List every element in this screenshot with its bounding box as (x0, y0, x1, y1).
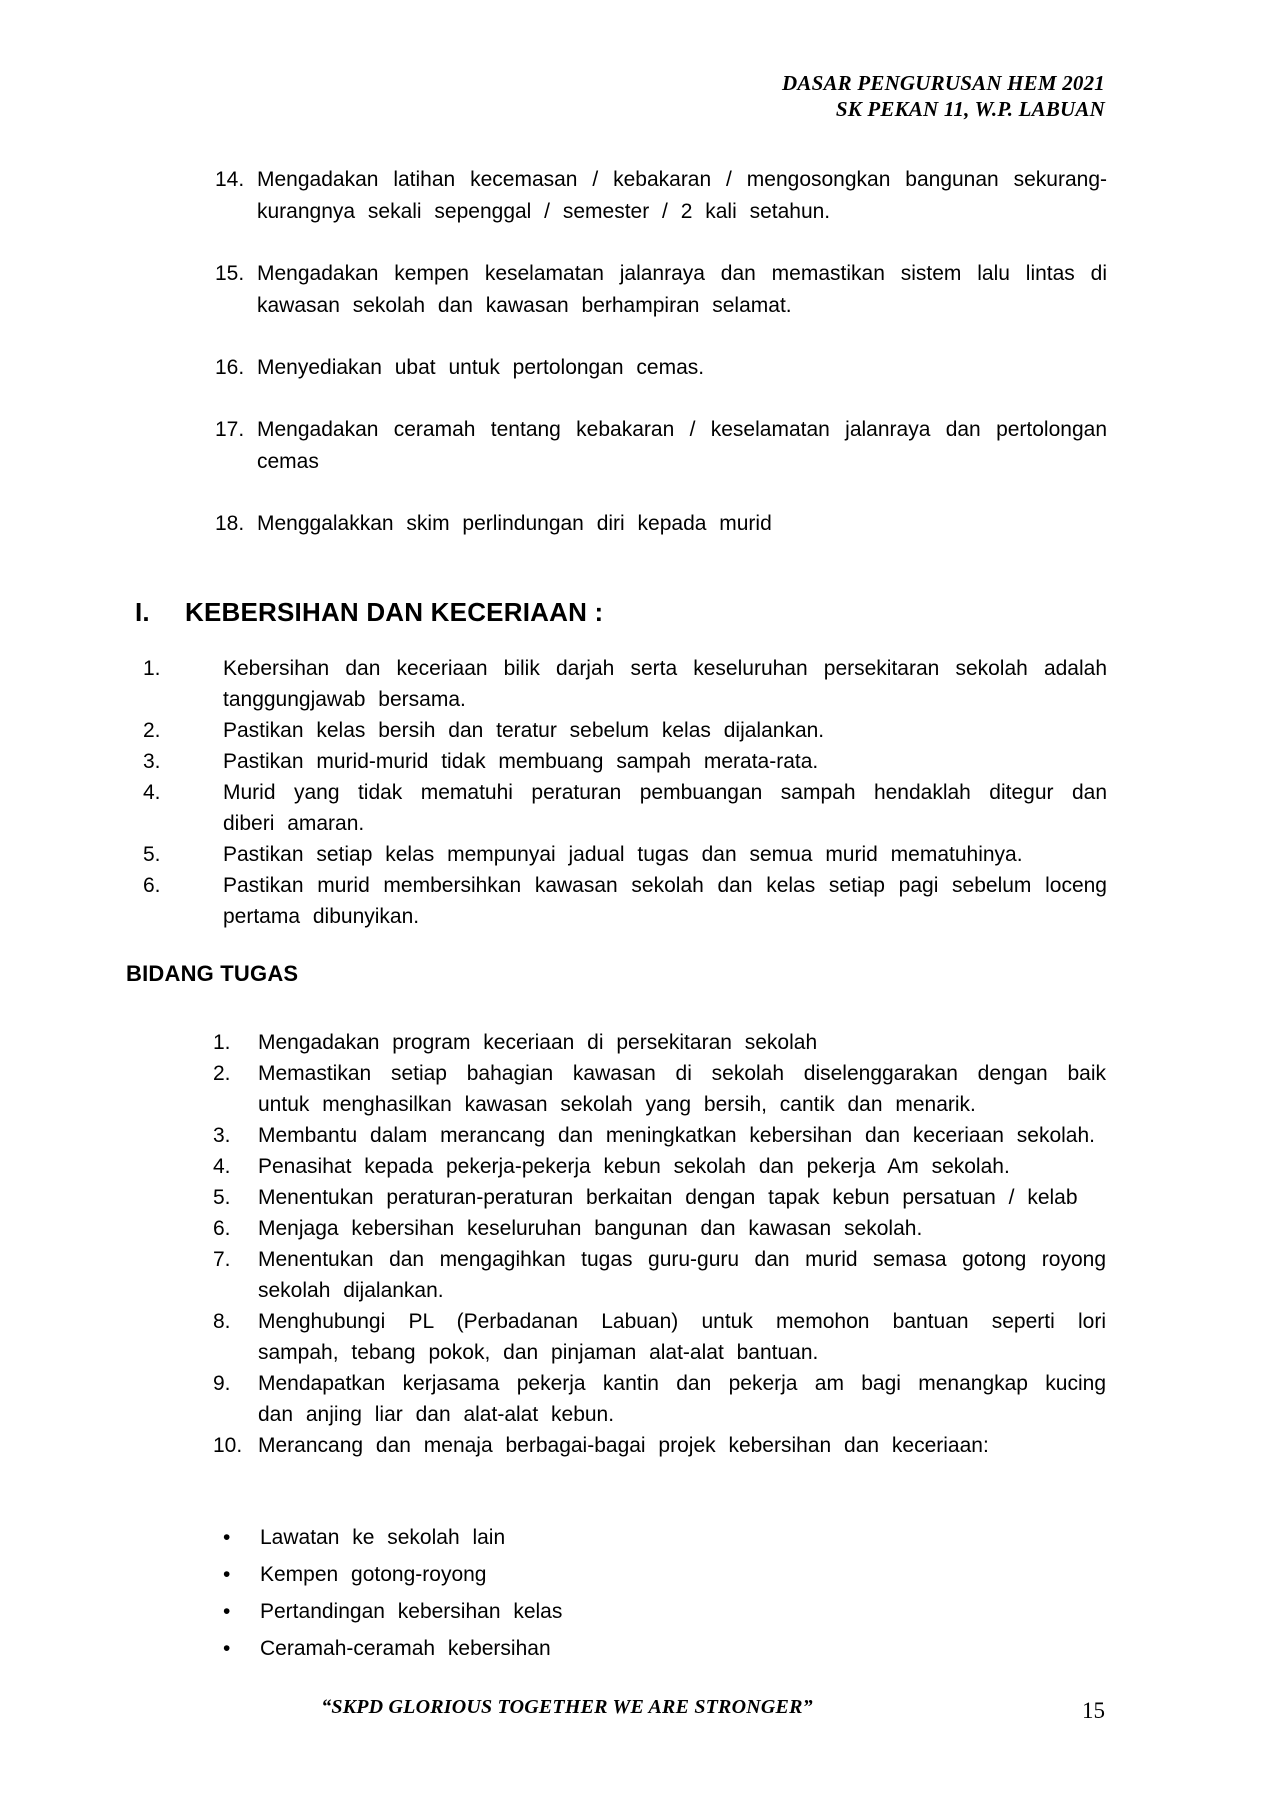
doc-header-line2: SK PEKAN 11, W.P. LABUAN (835, 97, 1105, 121)
doc-header (300, 70, 1105, 122)
footer-motto: “SKPD GLORIOUS TOGETHER WE ARE STRONGER” (321, 1696, 813, 1718)
list-item-number: 18. (215, 512, 245, 535)
list-item-number: 17. (215, 418, 245, 441)
list-item-number: 4. (213, 1155, 231, 1178)
bullet-icon: • (223, 1526, 231, 1549)
section-numeral: I. (135, 597, 150, 627)
list-item-number: 3. (143, 750, 161, 773)
list-item-text: Lawatan ke sekolah lain (260, 1526, 506, 1549)
list-item-text: Pastikan setiap kelas mempunyai jadual tugas dan semua murid mematuhinya. (223, 843, 1023, 866)
duties-list (213, 1027, 1108, 1461)
projects-bullet-list (223, 1522, 1108, 1670)
list-item-number: 1. (213, 1031, 231, 1054)
list-item-text: Membantu dalam merancang dan meningkatkan kebersihan dan keceriaan sekolah. (258, 1124, 1095, 1147)
list-item-text: Pertandingan kebersihan kelas (260, 1600, 563, 1623)
list-item-text: Pastikan kelas bersih dan teratur sebelum kelas dijalankan. (223, 719, 825, 742)
duties-heading: BIDANG TUGAS (126, 961, 299, 986)
list-item-text: Menentukan dan mengagihkan tugas guru-guru dan murid semasa gotong royong sekolah dijalankan. (258, 1248, 1106, 1302)
list-item (223, 1522, 1108, 1553)
list-item-number: 7. (213, 1248, 231, 1271)
list-item-text: Mengadakan kempen keselamatan jalanraya dan memastikan sistem lalu lintas di kawasan sekolah dan kawasan berhampiran selamat. (257, 262, 1107, 317)
list-item-text: Kempen gotong-royong (260, 1563, 487, 1586)
list-item-number: 4. (143, 781, 161, 804)
section-heading (135, 596, 603, 628)
list-item (215, 164, 1110, 228)
list-item-text: Mendapatkan kerjasama pekerja kantin dan pekerja am bagi menangkap kucing dan anjing liar dan alat-alat kebun. (258, 1372, 1106, 1426)
list-item-number: 10. (213, 1434, 243, 1457)
list-item-number: 8. (213, 1310, 231, 1333)
list-item (215, 508, 1110, 540)
list-item (143, 777, 1108, 839)
policy-items-list (143, 653, 1108, 932)
list-item (143, 715, 1108, 746)
list-item (213, 1430, 1108, 1461)
list-item-text: Menggalakkan skim perlindungan diri kepada murid (257, 512, 772, 535)
section-title: KEBERSIHAN DAN KECERIAAN : (185, 597, 604, 627)
list-item-text: Menentukan peraturan-peraturan berkaitan dengan tapak kebun persatuan / kelab (258, 1186, 1078, 1209)
list-item-number: 16. (215, 356, 245, 379)
list-item (213, 1368, 1108, 1430)
list-item-number: 5. (213, 1186, 231, 1209)
list-item (143, 839, 1108, 870)
list-item (223, 1633, 1108, 1664)
list-item-text: Merancang dan menaja berbagai-bagai projek kebersihan dan keceriaan: (258, 1434, 989, 1457)
list-item (213, 1120, 1108, 1151)
list-item (143, 653, 1108, 715)
doc-header-line1: DASAR PENGURUSAN HEM 2021 (782, 71, 1105, 95)
list-item-text: Pastikan murid-murid tidak membuang sampah merata-rata. (223, 750, 819, 773)
bullet-icon: • (223, 1600, 231, 1623)
list-item (213, 1182, 1108, 1213)
list-item-number: 15. (215, 262, 245, 285)
list-item (143, 870, 1108, 932)
list-item (215, 414, 1110, 478)
list-item (223, 1559, 1108, 1590)
list-item-text: Memastikan setiap bahagian kawasan di sekolah diselenggarakan dengan baik untuk menghasilkan kawasan sekolah yang bersih, cantik dan menarik. (258, 1062, 1106, 1116)
list-item (143, 746, 1108, 777)
list-item-number: 3. (213, 1124, 231, 1147)
list-item-text: Kebersihan dan keceriaan bilik darjah serta keseluruhan persekitaran sekolah adalah tanggungjawab bersama. (223, 657, 1107, 711)
list-item-text: Menjaga kebersihan keseluruhan bangunan dan kawasan sekolah. (258, 1217, 923, 1240)
list-item (215, 352, 1110, 384)
list-item (213, 1058, 1108, 1120)
list-item (213, 1151, 1108, 1182)
list-item (213, 1306, 1108, 1368)
list-item-number: 1. (143, 657, 161, 680)
list-item-text: Murid yang tidak mematuhi peraturan pembuangan sampah hendaklah ditegur dan diberi amaran. (223, 781, 1107, 835)
list-item-number: 5. (143, 843, 161, 866)
list-item (215, 258, 1110, 322)
list-item (213, 1213, 1108, 1244)
list-item-text: Ceramah-ceramah kebersihan (260, 1637, 551, 1660)
list-item (213, 1027, 1108, 1058)
list-item-text: Mengadakan ceramah tentang kebakaran / keselamatan jalanraya dan pertolongan cemas (257, 418, 1107, 473)
list-item-number: 9. (213, 1372, 231, 1395)
list-item (213, 1244, 1108, 1306)
safety-items-list (215, 164, 1110, 570)
list-item-number: 2. (213, 1062, 231, 1085)
list-item-text: Mengadakan program keceriaan di persekitaran sekolah (258, 1031, 818, 1054)
list-item-text: Menyediakan ubat untuk pertolongan cemas. (257, 356, 705, 379)
list-item-number: 6. (213, 1217, 231, 1240)
list-item-text: Penasihat kepada pekerja-pekerja kebun sekolah dan pekerja Am sekolah. (258, 1155, 1010, 1178)
bullet-icon: • (223, 1563, 231, 1586)
page-number: 15 (1082, 1698, 1105, 1723)
list-item-number: 14. (215, 168, 245, 191)
list-item-text: Mengadakan latihan kecemasan / kebakaran / mengosongkan bangunan sekurang-kurangnya sekali sepenggal / semester / 2 kali setahun. (257, 168, 1107, 223)
list-item-text: Menghubungi PL (Perbadanan Labuan) untuk memohon bantuan seperti lori sampah, tebang pokok, dan pinjaman alat-alat bantuan. (258, 1310, 1106, 1364)
list-item-number: 6. (143, 874, 161, 897)
list-item-number: 2. (143, 719, 161, 742)
bullet-icon: • (223, 1637, 231, 1660)
list-item-text: Pastikan murid membersihkan kawasan sekolah dan kelas setiap pagi sebelum loceng pertama dibunyikan. (223, 874, 1107, 928)
list-item (223, 1596, 1108, 1627)
